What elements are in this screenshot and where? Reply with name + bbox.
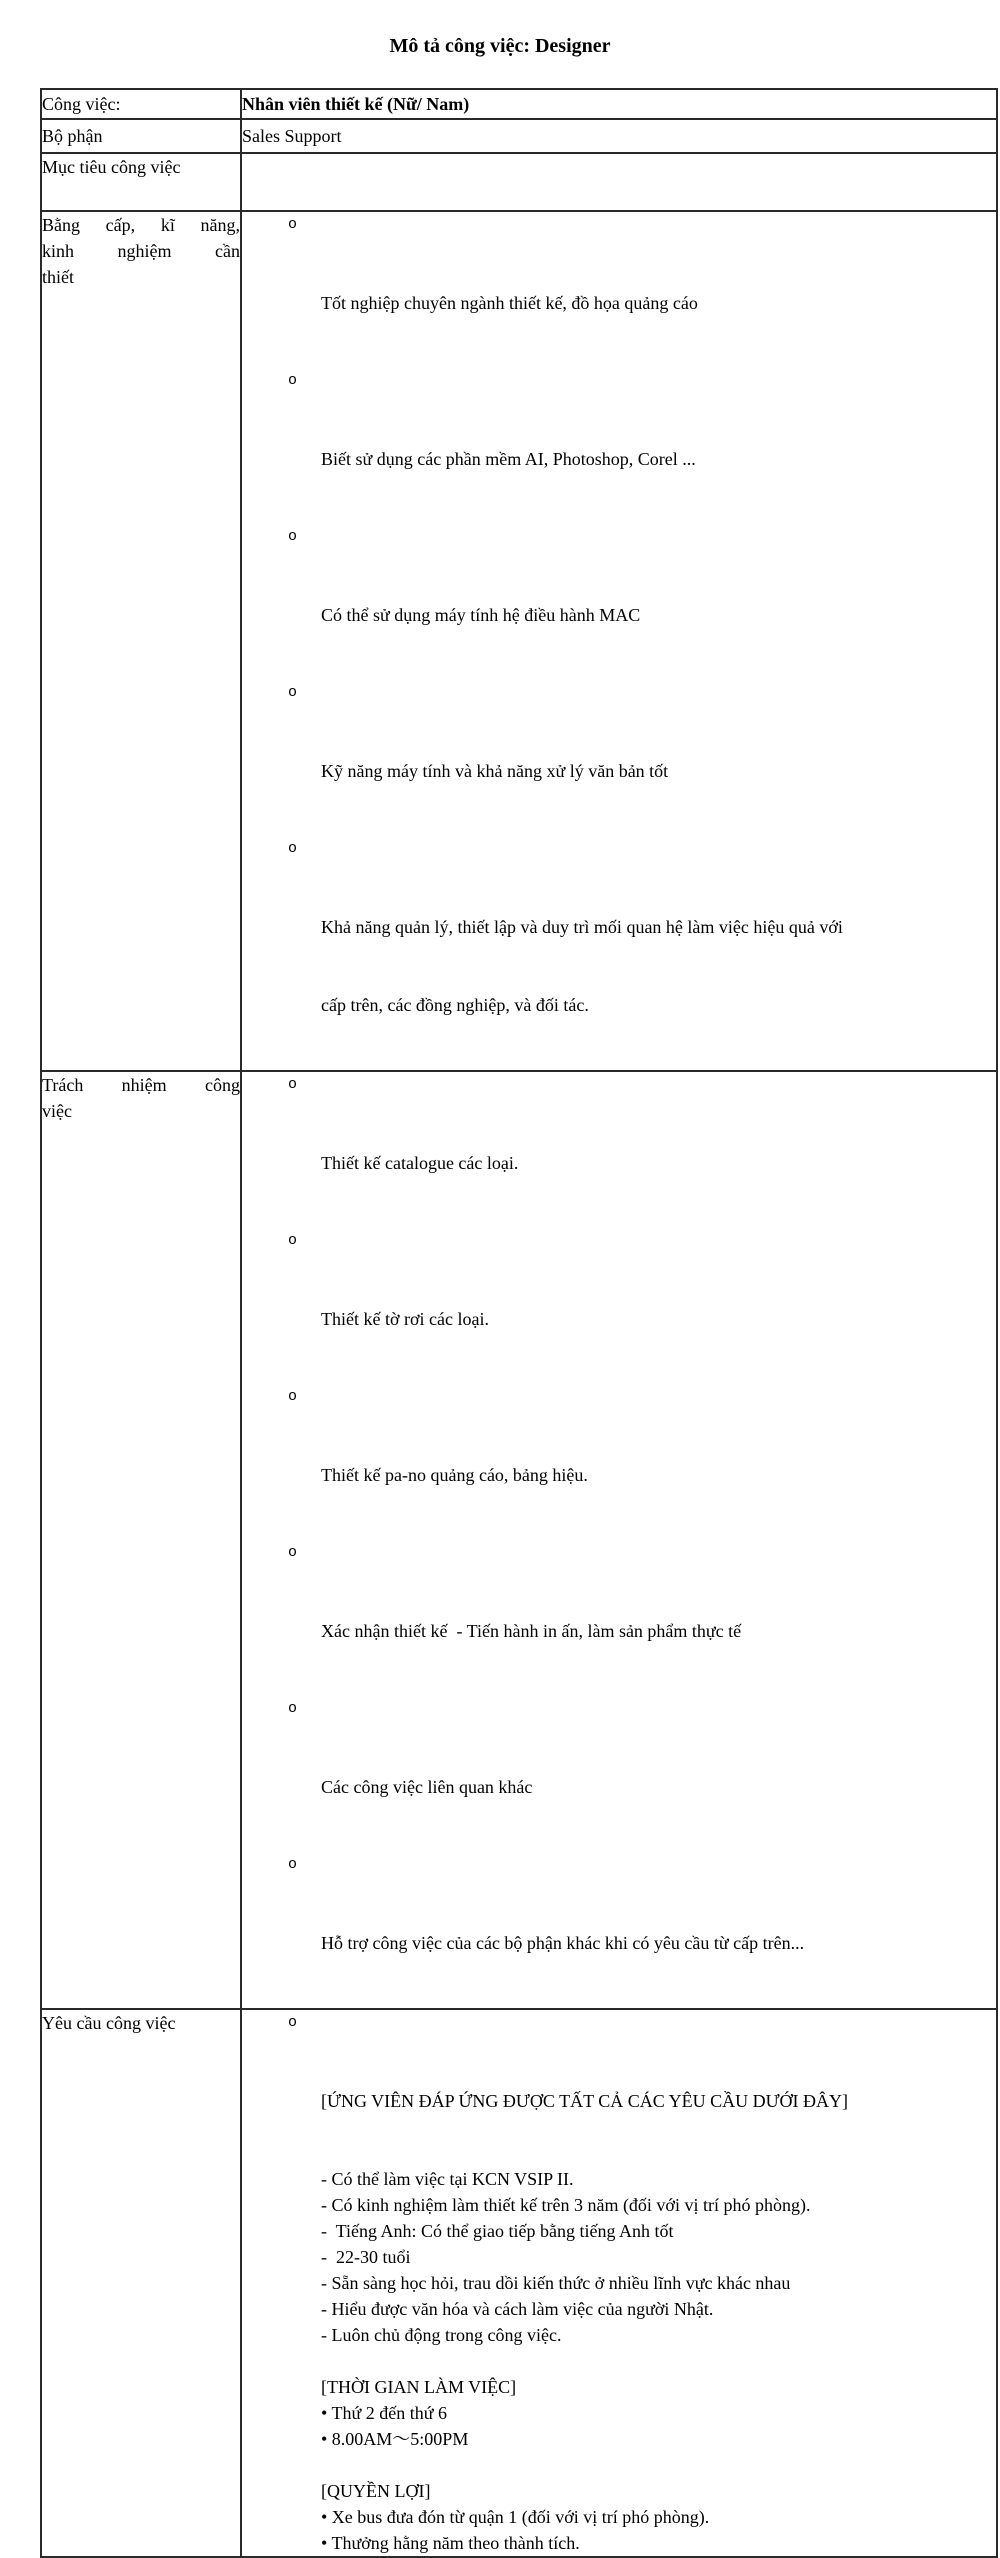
bullet-item <box>242 836 996 1070</box>
table-row-objective <box>41 153 997 211</box>
bullet-marker: o <box>288 840 298 857</box>
row-value-job: Nhân viên thiết kế (Nữ/ Nam) <box>241 89 997 119</box>
content-line-blank <box>242 2452 996 2478</box>
bullet-marker: o <box>288 684 298 701</box>
content-line: - Tiếng Anh: Có thể giao tiếp bằng tiếng Anh tốt <box>321 2221 674 2241</box>
label-line: việc <box>42 1101 72 1121</box>
bullet-marker: o <box>288 1856 298 1873</box>
bullet-item <box>242 1228 996 1384</box>
row-label-job: Công việc: <box>41 89 241 119</box>
bullet-marker: o <box>288 216 298 233</box>
content-line: - Sẵn sàng học hỏi, trau dồi kiến thức ở nhiều lĩnh vực khác nhau <box>321 2273 791 2293</box>
job-description-table <box>40 88 998 2558</box>
bullet-item <box>242 2010 996 2166</box>
bullet-item <box>242 1540 996 1696</box>
bullet-item <box>242 212 996 368</box>
bullet-marker: o <box>288 528 298 545</box>
bullet-marker: o <box>288 1232 298 1249</box>
page-title: Mô tả công việc: Designer <box>389 35 611 57</box>
bullet-item <box>242 1852 996 2008</box>
bullet-marker: o <box>288 1076 298 1093</box>
bullet-text: Tốt nghiệp chuyên ngành thiết kế, đồ họa quảng cáo <box>321 293 698 313</box>
table-row-qualifications <box>41 211 997 1071</box>
bullet-item <box>242 680 996 836</box>
bullet-marker: o <box>288 2014 298 2031</box>
requirements-content <box>241 2009 997 2557</box>
content-line: • Thứ 2 đến thứ 6 <box>321 2403 447 2423</box>
content-line: [QUYỀN LỢI] <box>321 2481 431 2501</box>
content-line: • Thưởng hằng năm theo thành tích. <box>321 2533 580 2553</box>
row-label-qualifications <box>41 211 241 1071</box>
bullet-text: Kỹ năng máy tính và khả năng xử lý văn bản tốt <box>321 761 669 781</box>
row-value-objective <box>241 153 997 211</box>
content-line: - 22-30 tuổi <box>321 2247 411 2267</box>
table-row-responsibilities <box>41 1071 997 2009</box>
content-line: • 8.00AM～5:00PM <box>321 2429 469 2449</box>
row-label-objective: Mục tiêu công việc <box>41 153 241 211</box>
table-row-department <box>41 119 997 153</box>
bullet-text: Có thể sử dụng máy tính hệ điều hành MAC <box>321 605 641 625</box>
content-line: - Hiểu được văn hóa và cách làm việc của người Nhật. <box>321 2299 714 2319</box>
qualifications-list <box>241 211 997 1071</box>
bullet-marker: o <box>288 1388 298 1405</box>
bullet-marker: o <box>288 1544 298 1561</box>
row-label-responsibilities <box>41 1071 241 2009</box>
content-line: - Có kinh nghiệm làm thiết kế trên 3 năm (đối với vị trí phó phòng). <box>321 2195 811 2215</box>
bullet-text: [ỨNG VIÊN ĐÁP ỨNG ĐƯỢC TẤT CẢ CÁC YÊU CẦU DƯỚI ĐÂY] <box>321 2091 849 2111</box>
label-line: thiết <box>42 267 74 287</box>
label-line: Bằng cấp, kĩ năng, <box>42 215 240 235</box>
content-line: - Luôn chủ động trong công việc. <box>321 2325 562 2345</box>
row-label-requirements: Yêu cầu công việc <box>41 2009 241 2557</box>
bullet-item <box>242 1696 996 1852</box>
content-line: - Có thể làm việc tại KCN VSIP II. <box>321 2169 574 2189</box>
bullet-text: Thiết kế tờ rơi các loại. <box>321 1309 489 1329</box>
bullet-text: Thiết kế pa-no quảng cáo, bảng hiệu. <box>321 1465 588 1485</box>
content-line-blank <box>242 2348 996 2374</box>
row-value-department: Sales Support <box>241 119 997 153</box>
bullet-marker: o <box>288 372 298 389</box>
label-line: Trách nhiệm công <box>42 1075 240 1095</box>
bullet-item <box>242 1384 996 1540</box>
bullet-text: Khả năng quản lý, thiết lập và duy trì mối quan hệ làm việc hiệu quả với <box>321 917 843 937</box>
bullet-text: Hỗ trợ công việc của các bộ phận khác khi có yêu cầu từ cấp trên... <box>321 1933 805 1953</box>
bullet-text: Xác nhận thiết kế - Tiến hành in ấn, làm sản phẩm thực tế <box>321 1621 742 1641</box>
bullet-text: Các công việc liên quan khác <box>321 1777 533 1797</box>
bullet-text: Biết sử dụng các phần mềm AI, Photoshop, Corel ... <box>321 449 696 469</box>
table-row-job <box>41 89 997 119</box>
label-line: kinh nghiệm cần <box>42 241 240 261</box>
table-row-requirements <box>41 2009 997 2557</box>
content-line: [THỜI GIAN LÀM VIỆC] <box>321 2377 517 2397</box>
bullet-item <box>242 368 996 524</box>
bullet-marker: o <box>288 1700 298 1717</box>
bullet-item <box>242 524 996 680</box>
row-label-department: Bộ phận <box>41 119 241 153</box>
bullet-text: cấp trên, các đồng nghiệp, và đối tác. <box>321 995 589 1015</box>
bullet-text: Thiết kế catalogue các loại. <box>321 1153 519 1173</box>
content-line: • Xe bus đưa đón từ quận 1 (đối với vị trí phó phòng). <box>321 2507 710 2527</box>
bullet-item <box>242 1072 996 1228</box>
responsibilities-list <box>241 1071 997 2009</box>
